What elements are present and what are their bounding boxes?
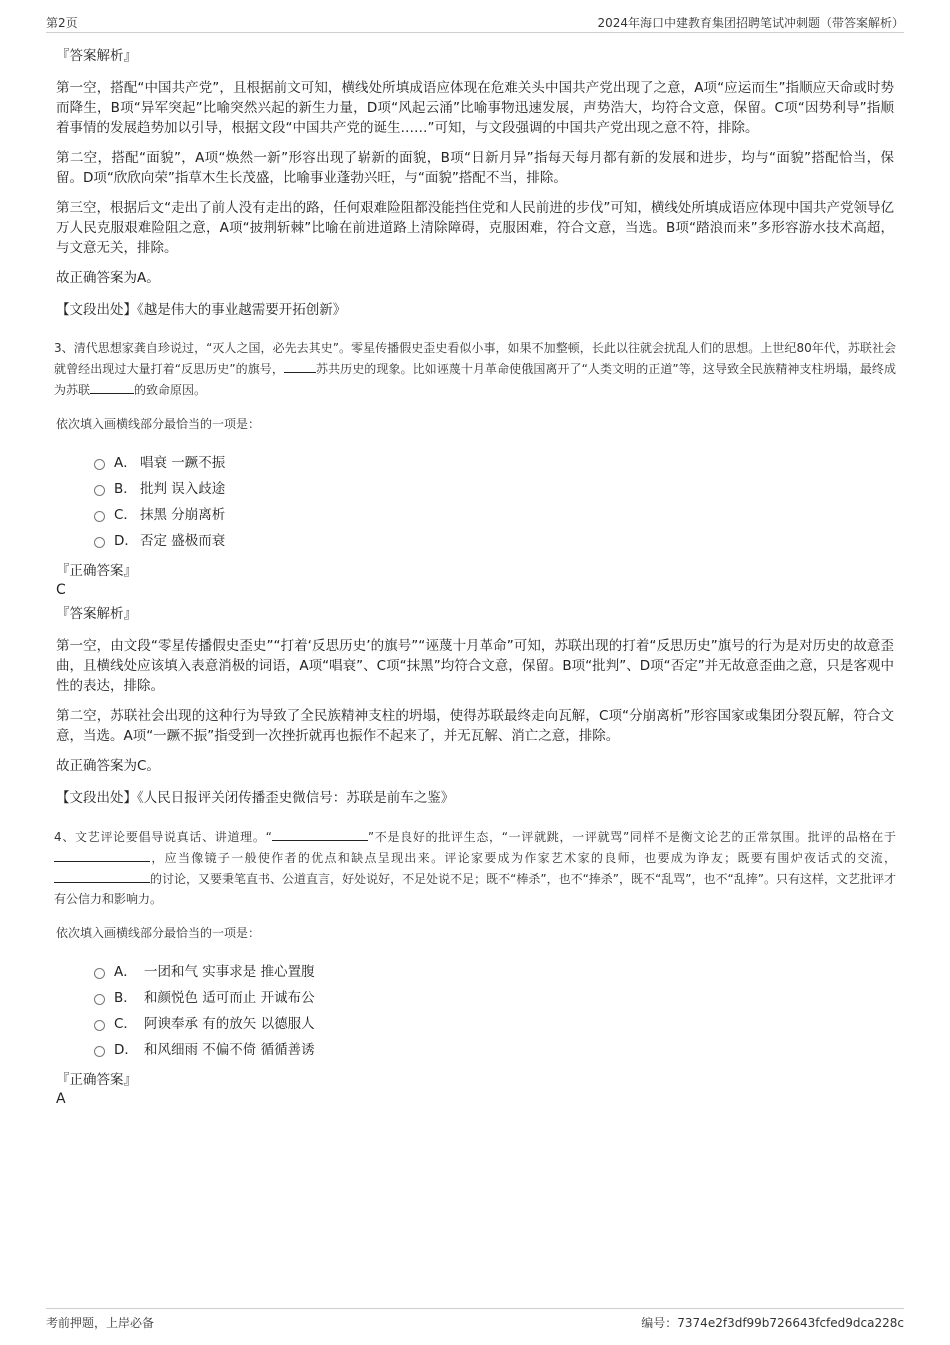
option-text: 阿谀奉承 有的放矢 以德服人 xyxy=(144,1016,315,1032)
q3-explain-para-1: 第一空，由文段“零星传播假史歪史”“打着‘反思历史’的旗号”“诬蔑十月革命”可知，苏联出现的打着“反思历史”旗号的行为是对历史的故意歪曲，且横线处应该填入表意消极的词语，A项“唱衰”、C项“抹黑”均符合文意，保留。B项“批判”、D项“否定”并无故意歪曲之意，只是客观中性的表达，排除。 xyxy=(56,638,894,694)
page-content xyxy=(56,44,894,1113)
q4-options xyxy=(94,959,894,1063)
q4-answer-label: 『正确答案』 xyxy=(56,1072,137,1088)
q3-prompt: 依次填入画横线部分最恰当的一项是： xyxy=(56,417,261,431)
radio-icon[interactable] xyxy=(94,459,105,470)
q2-explain-label: 『答案解析』 xyxy=(56,48,137,64)
q3-stem-part-3: 的致命原因。 xyxy=(134,383,207,397)
radio-icon[interactable] xyxy=(94,994,105,1005)
option-text: 一团和气 实事求是 推心置腹 xyxy=(144,964,315,980)
q2-explain-para-3: 第三空，根据后文“走出了前人没有走出的路，任何艰难险阻都没能挡住党和人民前进的步伐”可知，横线处所填成语应体现中国共产党领导亿万人民克服艰难险阻之意，A项“披荆斩棘”比喻在前进道路上清除障碍，克服困难，符合文意，当选。B项“踏浪而来”多形容游水技术高超，与文意无关，排除。 xyxy=(56,200,894,256)
option-letter: C． xyxy=(114,1016,137,1032)
q3-stem xyxy=(54,338,896,400)
q4-option-d[interactable] xyxy=(94,1037,894,1063)
radio-icon[interactable] xyxy=(94,1020,105,1031)
option-text: 和风细雨 不偏不倚 循循善诱 xyxy=(144,1042,315,1058)
footer-note: 考前押题，上岸必备 xyxy=(46,1316,155,1330)
q2-explain-para-1: 第一空，搭配“中国共产党”，且根据前文可知，横线处所填成语应体现在危难关头中国共产党出现了之意，A项“应运而生”指顺应天命或时势而降生，B项“异军突起”比喻突然兴起的新生力量，D项“风起云涌”比喻事物迅速发展，声势浩大，均符合文意，保留。C项“因势利导”指顺着事情的发展趋势加以引导，根据文段“中国共产党的诞生……”可知，与文段强调的中国共产党出现之意不符，排除。 xyxy=(56,80,894,136)
option-text: 抹黑 分崩离析 xyxy=(140,507,226,523)
radio-icon[interactable] xyxy=(94,1046,105,1057)
serial-number: 编号：7374e2f3df99b726643fcfed9dca228c xyxy=(641,1316,904,1330)
q3-source: 【文段出处】《人民日报评关闭传播歪史微信号：苏联是前车之鉴》 xyxy=(56,790,455,806)
q4-blank-1 xyxy=(272,826,368,841)
q4-prompt: 依次填入画横线部分最恰当的一项是： xyxy=(56,926,261,940)
document-title: 2024年海口中建教育集团招聘笔试冲刺题（带答案解析） xyxy=(597,16,904,30)
option-letter: B． xyxy=(114,990,137,1006)
option-letter: B． xyxy=(114,481,137,497)
q3-answer: C xyxy=(56,582,66,598)
q3-stem-part-2: 苏共历史的现象。比如诬蔑十月革命使俄国离开了“人类文明的正道”等，这导致全民族精神支柱坍塌，最终成为苏联 xyxy=(54,362,896,397)
q3-option-c[interactable] xyxy=(94,502,894,528)
option-letter: C． xyxy=(114,507,137,523)
option-letter: D． xyxy=(114,533,138,549)
option-letter: A． xyxy=(114,455,137,471)
q2-conclusion: 故正确答案为A。 xyxy=(56,270,160,286)
q3-blank-2 xyxy=(90,379,134,394)
radio-icon[interactable] xyxy=(94,485,105,496)
q3-explain-label: 『答案解析』 xyxy=(56,606,137,622)
q4-option-a[interactable] xyxy=(94,959,894,985)
q3-option-b[interactable] xyxy=(94,476,894,502)
q3-stem-part-1: 3、清代思想家龚自珍说过，“灭人之国，必先去其史”。零星传播假史歪史看似小事，如果不加整顿，长此以往就会扰乱人们的思想。上世纪80年代，苏联社会就曾经出现过大量打着“反思历史”的旗号， xyxy=(54,341,896,376)
q3-blank-1 xyxy=(284,358,316,373)
q4-blank-2 xyxy=(54,847,150,862)
q4-blank-3 xyxy=(54,868,150,883)
option-text: 批判 误入歧途 xyxy=(140,481,226,497)
radio-icon[interactable] xyxy=(94,968,105,979)
option-letter: A． xyxy=(114,964,137,980)
q4-stem-part-1: 4、文艺评论要倡导说真话、讲道理。“ xyxy=(54,830,272,844)
q4-stem-part-4: 的讨论，又要秉笔直书、公道直言，好处说好，不足处说不足；既不“棒杀”，也不“捧杀”，既不“乱骂”，也不“乱捧”。只有这样，文艺批评才有公信力和影响力。 xyxy=(54,872,896,906)
radio-icon[interactable] xyxy=(94,537,105,548)
q3-option-d[interactable] xyxy=(94,528,894,554)
option-text: 否定 盛极而衰 xyxy=(140,533,226,549)
q4-stem-part-2: ”不是良好的批评生态，“一评就跳，一评就骂”同样不是衡文论艺的正常氛围。批评的品格在于 xyxy=(367,830,896,844)
q3-explain-para-2: 第二空，苏联社会出现的这种行为导致了全民族精神支柱的坍塌，使得苏联最终走向瓦解，C项“分崩离析”形容国家或集团分裂瓦解，符合文意，当选。A项“一蹶不振”指受到一次挫折就再也振作不起来了，并无瓦解、消亡之意，排除。 xyxy=(56,708,894,744)
q4-answer: A xyxy=(56,1091,66,1107)
q3-options xyxy=(94,450,894,554)
q4-option-c[interactable] xyxy=(94,1011,894,1037)
q3-option-a[interactable] xyxy=(94,450,894,476)
option-text: 和颜悦色 适可而止 开诚布公 xyxy=(144,990,315,1006)
q4-stem-part-3: ，应当像镜子一般使作者的优点和缺点呈现出来。评论家要成为作家艺术家的良师，也要成为诤友；既要有围炉夜话式的交流， xyxy=(150,851,896,865)
q3-answer-label: 『正确答案』 xyxy=(56,563,137,579)
option-letter: D． xyxy=(114,1042,138,1058)
radio-icon[interactable] xyxy=(94,511,105,522)
option-text: 唱衰 一蹶不振 xyxy=(140,455,226,471)
page-number: 第2页 xyxy=(46,16,78,30)
q3-conclusion: 故正确答案为C。 xyxy=(56,758,160,774)
q4-stem xyxy=(54,826,896,909)
q4-option-b[interactable] xyxy=(94,985,894,1011)
page-header xyxy=(46,12,904,33)
q2-explain-para-2: 第二空，搭配“面貌”，A项“焕然一新”形容出现了崭新的面貌，B项“日新月异”指每天每月都有新的发展和进步，均与“面貌”搭配恰当，保留。D项“欣欣向荣”指草木生长茂盛，比喻事业蓬勃兴旺，与“面貌”搭配不当，排除。 xyxy=(56,150,894,186)
q2-source: 【文段出处】《越是伟大的事业越需要开拓创新》 xyxy=(56,302,347,318)
page-footer xyxy=(46,1308,904,1331)
